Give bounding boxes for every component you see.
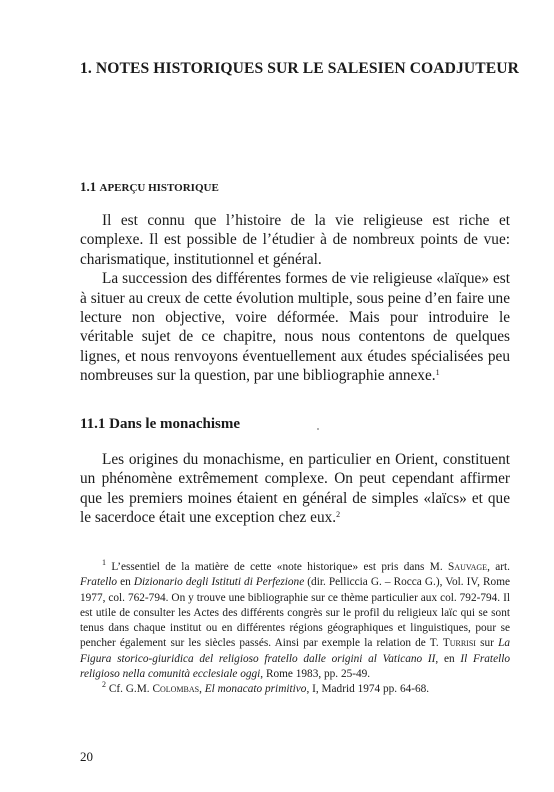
- section-heading-1-1: [80, 179, 219, 195]
- fn1-text: L’essentiel de la matière de cette «note historique» est pris dans M.: [106, 561, 449, 573]
- fn2-text: Cf. G.M.: [106, 683, 153, 696]
- fn1-text: sur: [475, 637, 499, 650]
- footnote-ref-2: 2: [336, 510, 341, 520]
- fn1-author: Sauvage: [448, 561, 488, 573]
- footnotes: [80, 560, 510, 698]
- footnote-2-number: 2: [102, 680, 106, 690]
- footnote-1: [80, 560, 510, 682]
- footnote-ref-1: 1: [435, 368, 440, 378]
- fn1-title: Fratello: [80, 576, 118, 589]
- fn2-text: , I, Madrid 1974 pp. 64-68.: [306, 683, 430, 696]
- fn1-text: , en: [435, 652, 461, 665]
- footnote-2: [80, 682, 510, 697]
- paragraph-origins-text: Les origines du monachisme, en particulier en Orient, constituent un phénomène extrêmement complexe. On peut cependant affirmer que les premiers moines étaient en général de simples «laïcs» et que le sacerdoce était une exception chez eux.: [80, 451, 510, 527]
- paragraph-succession-text: La succession des différentes formes de vie religieuse «laïque» est à situer au creux de cette évolution multiple, sous peine d’en faire une lecture non objective, voire déformée. Mais pour introduire le véritable sujet de ce chapitre, nous nous contentons de quelques lignes, et nous renvoyons éventuellement aux études spécialisées peu nombreuses sur la question, par une bibliographie annexe.: [80, 270, 510, 385]
- fn1-text: en: [117, 576, 134, 589]
- footnote-1-number: 1: [102, 558, 106, 567]
- body-block-2: [80, 450, 510, 528]
- fn2-author: Colombas: [152, 683, 200, 696]
- chapter-heading: 1. NOTES HISTORIQUES SUR LE SALESIEN COADJUTEUR: [80, 60, 519, 77]
- paragraph-origins: [80, 450, 510, 528]
- fn1-title: Il Fratello religioso nella comunità ecclesiale oggi: [80, 652, 511, 681]
- stray-mark: [317, 428, 319, 430]
- fn1-title: La Figura storico-giuridica del religioso fratello dalle origini al Vaticano II: [80, 637, 510, 665]
- fn2-text: ,: [199, 683, 205, 696]
- fn1-author: Turrisi: [442, 637, 476, 650]
- page-number: 20: [80, 749, 93, 764]
- paragraph-intro: Il est connu que l’histoire de la vie religieuse est riche et complexe. Il est possible de l’étudier à de nombreux points de vue: charismatique, institutionnel et général.: [80, 212, 510, 268]
- fn1-text: , art.: [487, 561, 510, 573]
- fn1-text: , Rome 1983, pp. 25-49.: [260, 668, 371, 681]
- body-block-1: [80, 211, 510, 386]
- fn2-title: El monacato primitivo: [204, 683, 307, 696]
- section-title: APERÇU HISTORIQUE: [99, 182, 219, 194]
- section-heading-monachisme: 11.1 Dans le monachisme: [80, 416, 241, 432]
- fn1-text: (dir. Pelliccia G. – Rocca G.), Vol. IV, Rome 1977, col. 762-794. On y trouve une bibliographie sur ce thème particulier aux col. 792-794. Il est utile de consulter les Actes des différents congrès sur le profil du religieux laïc qui se sont tenus dans chaque institut ou en différentes régions géographiques et linguistiques, pour se pencher également sur les siècles passés. Ainsi par exemple la relation de T.: [80, 576, 511, 650]
- paragraph-succession: [80, 269, 510, 385]
- fn1-title: Dizionario degli Istituti di Perfezione: [133, 576, 305, 589]
- section-number: 1.1: [80, 179, 100, 194]
